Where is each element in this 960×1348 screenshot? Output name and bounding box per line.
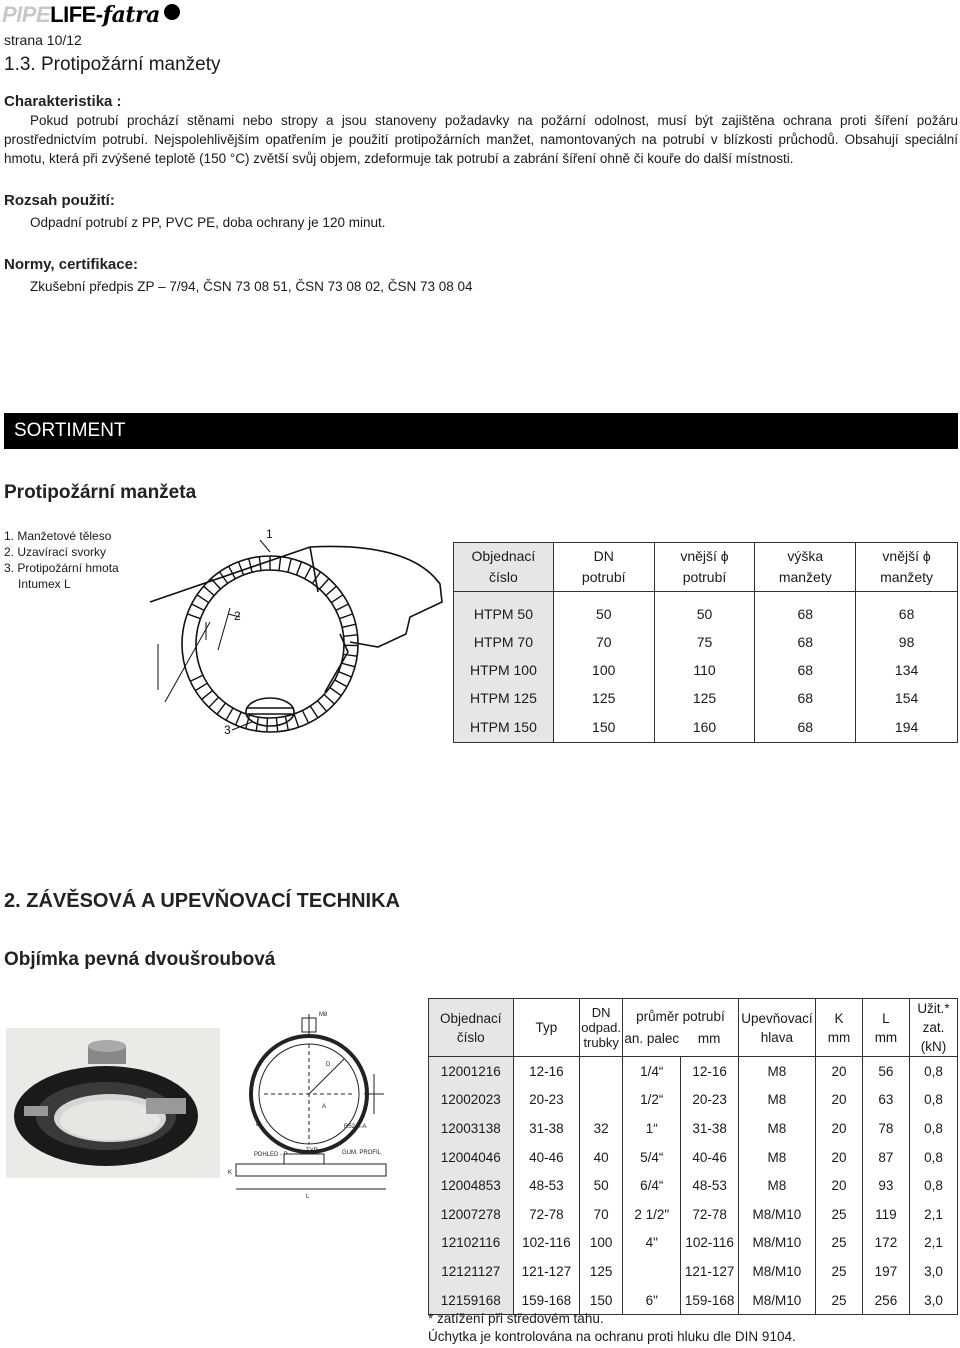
ring-tick: [239, 562, 244, 575]
table-cell: 56: [862, 1057, 909, 1086]
legend-item: 3. Protipožární hmota: [4, 561, 119, 575]
diagram-label: 2: [234, 609, 241, 623]
table-header-row: [429, 999, 958, 1057]
brand-logo: PIPELIFE-fatra: [2, 2, 192, 28]
table-cell: 2,1: [909, 1200, 957, 1229]
table-cell: 25: [816, 1200, 863, 1229]
table-cell: M8/M10: [738, 1229, 815, 1258]
table-cell: 100: [580, 1229, 623, 1258]
ring-tick: [342, 624, 356, 627]
diagram-legend: [4, 528, 119, 592]
ring-tick: [236, 712, 242, 725]
table-cell: M8/M10: [738, 1200, 815, 1229]
header-cell: průměr potrubí an. palec mm: [623, 999, 739, 1057]
table-cell: 20-23: [681, 1086, 738, 1115]
ring-tick: [197, 595, 209, 603]
header-cell: K mm: [816, 999, 863, 1057]
table-cell: 0,8: [909, 1171, 957, 1200]
section-title: 1.3. Protipožární manžety: [4, 54, 221, 75]
header-cell: Typ: [513, 999, 580, 1057]
table-cell: 31-38: [513, 1114, 580, 1143]
table-cell: 20: [816, 1057, 863, 1086]
ring-tick: [335, 680, 347, 687]
table-cell: [580, 1057, 623, 1086]
table-row: [429, 1171, 958, 1200]
ring-tick: [320, 579, 329, 589]
table-cell: 3,0: [909, 1257, 957, 1286]
table-cell: 20: [816, 1114, 863, 1143]
table-cell: 12121127: [429, 1257, 514, 1286]
ring-tick: [192, 604, 205, 610]
table-row: [429, 1200, 958, 1229]
drawing-label: B: [256, 1122, 261, 1128]
table-cell: M8: [738, 1086, 815, 1115]
drawing-label: K: [228, 1170, 233, 1176]
table-cell: 2 1/2": [623, 1200, 681, 1229]
section2-subtitle: Objímka pevná dvoušroubová: [4, 949, 276, 970]
table-cell: M8/M10: [738, 1257, 815, 1286]
table-cell: 72-78: [681, 1200, 738, 1229]
ring-tick: [302, 711, 308, 724]
table-cell: 70: [580, 1200, 623, 1229]
ring-tick: [305, 566, 312, 578]
diagram-label: 3: [224, 723, 231, 737]
ring-tick: [336, 604, 349, 610]
table-row: HTPM 70 70 75 68 98: [454, 628, 958, 656]
clamp-table: [428, 998, 958, 1315]
ring-tick: [249, 559, 252, 573]
table-cell: 0,8: [909, 1143, 957, 1172]
table-cell: 93: [862, 1171, 909, 1200]
table-cell: 12001216: [429, 1057, 514, 1086]
table-cell: 12004046: [429, 1143, 514, 1172]
table-cell: 40-46: [513, 1143, 580, 1172]
drawing-label: PDHLED - P: [254, 1152, 288, 1158]
header-cell: Objednací číslo: [454, 543, 554, 592]
table-cell: 40-46: [681, 1143, 738, 1172]
table-cell: 102-116: [681, 1229, 738, 1258]
ring-tick: [331, 595, 343, 603]
table-cell: 1/4“: [623, 1057, 681, 1086]
table-cell: 20: [816, 1171, 863, 1200]
footnote: Úchytka je kontrolována na ochranu proti hluku dle DIN 9104.: [428, 1329, 796, 1344]
page-number: strana 10/12: [4, 32, 82, 48]
table-cell: 159-168: [513, 1286, 580, 1315]
ring-tick: [276, 718, 277, 732]
table-cell: 12102116: [429, 1229, 514, 1258]
ring-tick: [288, 559, 291, 573]
table-cell: M8/M10: [738, 1286, 815, 1315]
ring-tick: [204, 586, 215, 595]
fire-collar-diagram: [110, 522, 450, 742]
table-cell: 25: [816, 1286, 863, 1315]
ring-tick: [342, 663, 356, 667]
legend-item: 1. Manžetové těleso: [4, 529, 112, 543]
table-cell: 63: [862, 1086, 909, 1115]
ring-tick: [202, 691, 213, 700]
table-cell: 48-53: [681, 1171, 738, 1200]
table-row: HTPM 100 100 110 68 134: [454, 656, 958, 684]
header-cell: DN potrubí: [553, 543, 654, 592]
table-cell: 121-127: [513, 1257, 580, 1286]
header-cell: DN odpad. trubky: [580, 999, 623, 1057]
table-cell: 6": [623, 1286, 681, 1315]
header-cell: vnější ϕ potrubí: [654, 543, 755, 592]
drawing-label: TYP: [306, 1148, 318, 1154]
table-cell: 78: [862, 1114, 909, 1143]
table-cell: 72-78: [513, 1200, 580, 1229]
ring-tick: [217, 703, 226, 714]
table-row: HTPM 150 150 160 68 194: [454, 712, 958, 743]
table-cell: 172: [862, 1229, 909, 1258]
table-cell: 125: [580, 1257, 623, 1286]
sortiment-bar: SORTIMENT: [4, 413, 958, 449]
table-cell: 25: [816, 1229, 863, 1258]
table-cell: 256: [862, 1286, 909, 1315]
table-cell: M8: [738, 1143, 815, 1172]
drawing-label: M8: [319, 1012, 328, 1018]
ring-tick: [339, 672, 352, 677]
pipe-clamp-drawing: [224, 1004, 424, 1204]
drawing-label: R52 A-A: [344, 1124, 367, 1130]
table-cell: 12003138: [429, 1114, 514, 1143]
header-cell: L mm: [862, 999, 909, 1057]
table-cell: 0,8: [909, 1114, 957, 1143]
drawing-label: L: [306, 1194, 310, 1200]
table-cell: 12-16: [681, 1057, 738, 1086]
table-cell: 20: [816, 1086, 863, 1115]
header-cell: Užit.* zat.(kN): [909, 999, 957, 1057]
drawing-label: A: [322, 1104, 327, 1110]
table-cell: 32: [580, 1114, 623, 1143]
ring-tick: [294, 714, 299, 727]
table-cell: 12004853: [429, 1171, 514, 1200]
table-cell: 159-168: [681, 1286, 738, 1315]
table-row: [429, 1057, 958, 1086]
ring-tick: [187, 614, 200, 619]
ring-tick: [344, 635, 358, 637]
ring-tick: [310, 706, 318, 718]
ring-tick: [324, 695, 334, 705]
table-cell: M8: [738, 1057, 815, 1086]
table-cell: 102-116: [513, 1229, 580, 1258]
usage-label: Rozsah použití:: [4, 192, 115, 209]
diagram-label: 1: [266, 527, 273, 541]
characteristics-label: Charakteristika :: [4, 93, 122, 110]
table-cell: 87: [862, 1143, 909, 1172]
norms-text: Zkušební předpis ZP – 7/94, ČSN 73 08 51, ČSN 73 08 02, ČSN 73 08 04: [30, 279, 473, 294]
table-cell: 40: [580, 1143, 623, 1172]
table-cell: 0,8: [909, 1057, 957, 1086]
ring-tick: [279, 557, 281, 571]
table-cell: 25: [816, 1257, 863, 1286]
table-cell: 150: [580, 1286, 623, 1315]
footnote: * zatížení při středovém tahu.: [428, 1311, 604, 1326]
table-row: HTPM 125 125 125 68 154: [454, 684, 958, 712]
table-cell: M8: [738, 1114, 815, 1143]
table-cell: 119: [862, 1200, 909, 1229]
table-cell: 4": [623, 1229, 681, 1258]
norms-label: Normy, certifikace:: [4, 256, 138, 273]
ring-tick: [267, 718, 268, 732]
ring-tick: [209, 697, 219, 707]
table-cell: 5/4“: [623, 1143, 681, 1172]
table-cell: 20-23: [513, 1086, 580, 1115]
legend-item: 2. Uzavírací svorky: [4, 545, 107, 559]
ring-tick: [326, 586, 337, 595]
header-cell: Objednací číslo: [429, 999, 514, 1057]
header-cell: vnější ϕ manžety: [856, 543, 958, 592]
table-row: [429, 1143, 958, 1172]
usage-text: Odpadní potrubí z PP, PVC PE, doba ochrany je 120 minut.: [30, 215, 386, 230]
table-row: [429, 1114, 958, 1143]
ring-tick: [226, 708, 233, 720]
table-cell: 31-38: [681, 1114, 738, 1143]
table-cell: [580, 1086, 623, 1115]
table-header-row: [454, 543, 958, 592]
section2-title: 2. ZÁVĚSOVÁ A UPEVŇOVACÍ TECHNIKA: [4, 890, 400, 912]
table-cell: 121-127: [681, 1257, 738, 1286]
table-cell: 197: [862, 1257, 909, 1286]
header-cell: Upevňovací hlava: [738, 999, 815, 1057]
ring-tick: [190, 675, 203, 681]
table-cell: 12007278: [429, 1200, 514, 1229]
table-row: [429, 1086, 958, 1115]
ring-tick: [330, 688, 341, 696]
table-row: HTPM 50 50 50 68 68: [454, 600, 958, 628]
table-cell: [623, 1257, 681, 1286]
pipe-clamp-photo: [6, 1028, 220, 1178]
table-row: [429, 1229, 958, 1258]
table-cell: 12002023: [429, 1086, 514, 1115]
legend-item: Intumex L: [18, 577, 71, 591]
drawing-label: D: [326, 1062, 331, 1068]
logo-dot-icon: [164, 4, 180, 20]
ring-tick: [340, 614, 353, 619]
table-cell: 3,0: [909, 1286, 957, 1315]
table-cell: 48-53: [513, 1171, 580, 1200]
table-cell: 1“: [623, 1114, 681, 1143]
product-title: Protipožární manžeta: [4, 482, 197, 503]
ring-tick: [195, 683, 207, 690]
table-cell: 12159168: [429, 1286, 514, 1315]
characteristics-text: Pokud potrubí prochází stěnami nebo stropy a jsou stanoveny požadavky na požární odolnost, musí být zajištěna ochrana proti šíření požáru prostřednictvím potrubí. Nejspolehlivějším opatřením je použití protipožárních manžet, namontovaných na potrubí v blízkosti průchodů. Obsahují speciální hmotu, která při zvýšené teplotě (150 °C) zvětší svůj objem, zdeformuje tak potrubí a zabrání šíření ohně či kouře do další místnosti.: [4, 113, 958, 166]
table-cell: 12-16: [513, 1057, 580, 1086]
ring-tick: [259, 557, 261, 571]
fire-collar-table: [453, 542, 958, 743]
header-cell: výška manžety: [755, 543, 856, 592]
table-cell: 6/4“: [623, 1171, 681, 1200]
ring-tick: [318, 701, 327, 712]
table-cell: 20: [816, 1143, 863, 1172]
table-cell: M8: [738, 1171, 815, 1200]
table-cell: 1/2“: [623, 1086, 681, 1115]
ring-tick: [297, 562, 302, 575]
table-row: [429, 1257, 958, 1286]
table-cell: 2,1: [909, 1229, 957, 1258]
table-cell: 0,8: [909, 1086, 957, 1115]
drawing-label: GUM. PROFIL: [342, 1150, 382, 1156]
table-cell: 50: [580, 1171, 623, 1200]
